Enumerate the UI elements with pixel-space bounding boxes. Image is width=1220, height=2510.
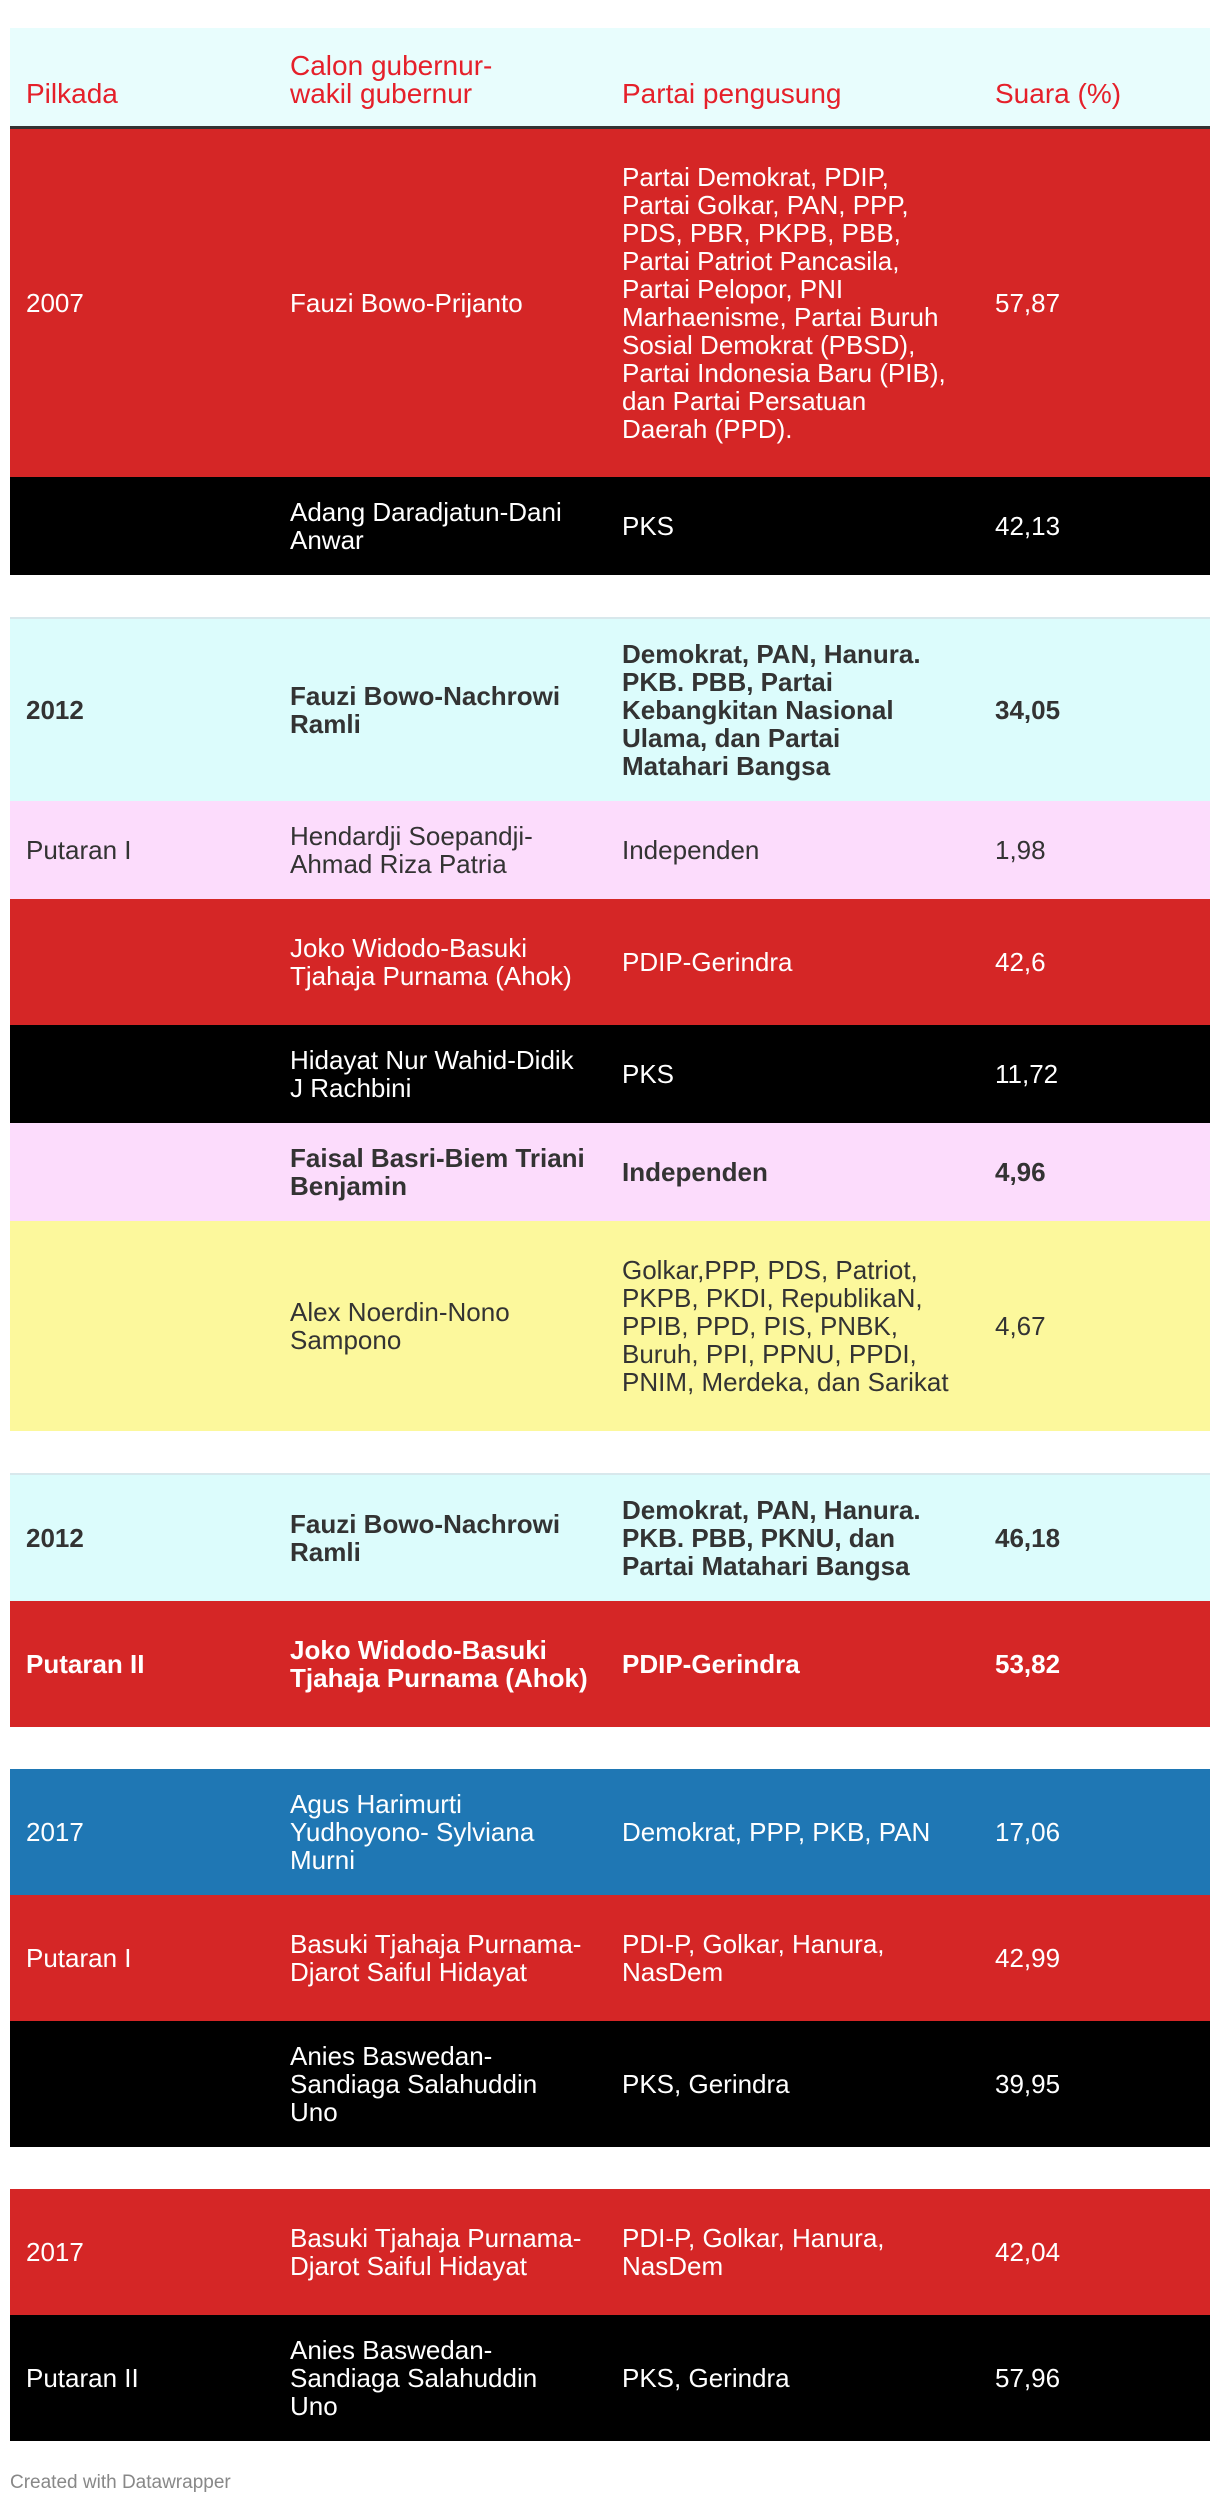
cell-calon: Fauzi Bowo-Nachrowi Ramli <box>290 681 561 739</box>
table-row <box>10 1895 1210 2021</box>
table-row <box>10 477 1210 575</box>
cell-calon: Adang Daradjatun-Dani Anwar <box>290 497 562 555</box>
cell-calon: Joko Widodo-Basuki Tjahaja Purnama (Ahok) <box>290 1635 588 1693</box>
cell-pilkada: 2007 <box>26 288 84 318</box>
cell-partai: PDIP-Gerindra <box>622 1649 800 1679</box>
cell-suara: 42,6 <box>995 947 1046 977</box>
cell-calon: Hidayat Nur Wahid-Didik J Rachbini <box>290 1045 574 1103</box>
cell-pilkada: 2017 <box>26 2237 84 2267</box>
group-gap <box>10 1727 1210 1769</box>
cell-suara: 39,95 <box>995 2069 1061 2099</box>
cell-partai: Independen <box>622 1157 768 1187</box>
header-partai[interactable]: Partai pengusung <box>622 78 842 109</box>
cell-partai: PKS <box>622 1059 675 1089</box>
table-row <box>10 617 1210 801</box>
cell-pilkada: Putaran II <box>26 2363 139 2393</box>
table-row <box>10 1025 1210 1123</box>
table-header <box>10 28 1210 129</box>
cell-partai: PKS, Gerindra <box>622 2363 790 2393</box>
cell-partai: Independen <box>622 835 760 865</box>
cell-calon: Anies Baswedan-Sandiaga Salahuddin Uno <box>290 2041 538 2127</box>
group-gap <box>10 2147 1210 2189</box>
cell-partai: PKS <box>622 511 675 541</box>
cell-suara: 42,04 <box>995 2237 1061 2267</box>
cell-pilkada: 2012 <box>26 695 84 725</box>
table-row <box>10 2021 1210 2147</box>
cell-calon: Faisal Basri-Biem Triani Benjamin <box>290 1143 585 1201</box>
cell-partai: Demokrat, PPP, PKB, PAN <box>622 1817 931 1847</box>
group-gap <box>10 1431 1210 1473</box>
cell-pilkada: Putaran II <box>26 1649 145 1679</box>
header-pilkada[interactable]: Pilkada <box>26 78 118 109</box>
cell-partai: Golkar,PPP, PDS, Patriot, PKPB, PKDI, RepublikaN, PPIB, PPD, PIS, PNBK, Buruh, PPI, PPNU, PPDI, PNIM, Merdeka, dan Sarikat <box>622 1255 949 1397</box>
cell-pilkada: Putaran I <box>26 835 132 865</box>
table-row <box>10 1221 1210 1431</box>
cell-partai: PDIP-Gerindra <box>622 947 793 977</box>
cell-partai: PKS, Gerindra <box>622 2069 790 2099</box>
cell-suara: 57,87 <box>995 288 1061 318</box>
table-row <box>10 2189 1210 2315</box>
cell-partai: Demokrat, PAN, Hanura. PKB. PBB, Partai Kebangkitan Nasional Ulama, dan Partai Matahari Bangsa <box>622 639 921 781</box>
table-row <box>10 801 1210 899</box>
cell-pilkada: Putaran I <box>26 1943 132 1973</box>
cell-suara: 42,99 <box>995 1943 1061 1973</box>
cell-pilkada: 2012 <box>26 1523 84 1553</box>
cell-calon: Joko Widodo-Basuki Tjahaja Purnama (Ahok) <box>290 933 572 991</box>
table-body <box>10 129 1210 2441</box>
cell-suara: 11,72 <box>995 1059 1059 1089</box>
cell-partai: PDI-P, Golkar, Hanura, NasDem <box>622 2223 885 2281</box>
cell-partai: Demokrat, PAN, Hanura. PKB. PBB, PKNU, dan Partai Matahari Bangsa <box>622 1495 921 1581</box>
cell-pilkada: 2017 <box>26 1817 84 1847</box>
table-row <box>10 1601 1210 1727</box>
datawrapper-credit: Created with Datawrapper <box>10 2472 231 2493</box>
cell-calon: Basuki Tjahaja Purnama-Djarot Saiful Hidayat <box>290 2223 582 2281</box>
header-calon-line1: Calon gubernur- <box>290 50 493 81</box>
table-row <box>10 1769 1210 1895</box>
cell-partai: PDI-P, Golkar, Hanura, NasDem <box>622 1929 885 1987</box>
table-row <box>10 1473 1210 1601</box>
header-calon[interactable] <box>290 52 590 108</box>
header-calon-line2: wakil gubernur <box>290 78 473 109</box>
cell-suara: 53,82 <box>995 1649 1061 1679</box>
table-row <box>10 1123 1210 1221</box>
cell-calon: Alex Noerdin-Nono Sampono <box>290 1297 510 1355</box>
cell-calon: Anies Baswedan-Sandiaga Salahuddin Uno <box>290 2335 538 2421</box>
cell-calon: Fauzi Bowo-Prijanto <box>290 288 523 318</box>
table-row <box>10 2315 1210 2441</box>
header-suara[interactable]: Suara (%) <box>995 78 1122 109</box>
cell-partai: Partai Demokrat, PDIP, Partai Golkar, PAN, PPP, PDS, PBR, PKPB, PBB, Partai Patriot Pancasila, Partai Pelopor, PNI Marhaenisme, Partai Buruh Sosial Demokrat (PBSD), Partai Indonesia Baru (PIB), dan Partai Persatuan Daerah (PPD). <box>622 162 946 444</box>
cell-calon: Hendardji Soepandji-Ahmad Riza Patria <box>290 821 533 879</box>
cell-suara: 1,98 <box>995 835 1046 865</box>
cell-suara: 34,05 <box>995 695 1061 725</box>
table-row <box>10 129 1210 477</box>
cell-calon: Fauzi Bowo-Nachrowi Ramli <box>290 1509 561 1567</box>
election-table <box>10 28 1210 2441</box>
group-gap <box>10 575 1210 617</box>
cell-suara: 42,13 <box>995 511 1061 541</box>
cell-calon: Agus Harimurti Yudhoyono- Sylviana Murni <box>290 1789 535 1875</box>
table-row <box>10 899 1210 1025</box>
cell-suara: 57,96 <box>995 2363 1061 2393</box>
cell-calon: Basuki Tjahaja Purnama-Djarot Saiful Hidayat <box>290 1929 582 1987</box>
cell-suara: 17,06 <box>995 1817 1061 1847</box>
cell-suara: 4,96 <box>995 1157 1046 1187</box>
cell-suara: 46,18 <box>995 1523 1061 1553</box>
cell-suara: 4,67 <box>995 1311 1046 1341</box>
